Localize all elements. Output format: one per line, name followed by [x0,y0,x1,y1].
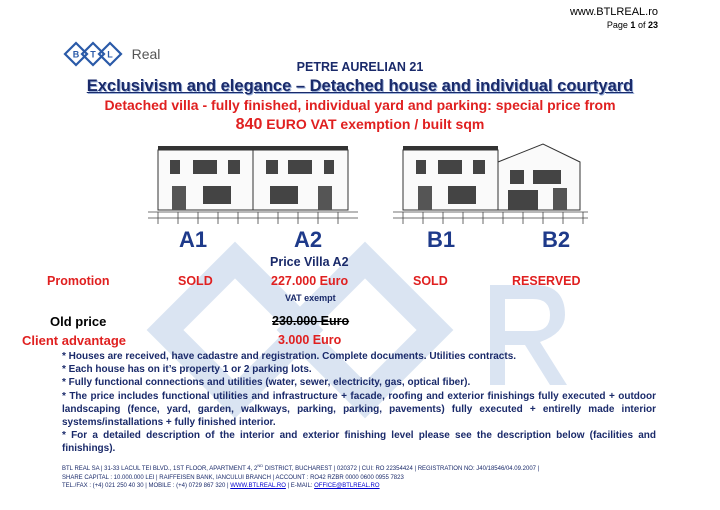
villa-building-b [393,144,588,224]
villa-label-b2: B2 [541,227,571,252]
logo-letter-b: B [72,49,80,60]
footer-line-contact [62,482,662,491]
page-headline: Exclusivism and elegance – Detached house and individual courtyard [86,77,634,95]
logo-brand-text: Real [131,46,161,62]
vat-note: VAT exempt [285,293,336,303]
offer-price-line [0,116,720,134]
logo-letter-l: L [107,49,113,60]
footer-email-link[interactable]: OFFICE@BTLREAL.RO [314,483,380,489]
page-current: 1 [630,20,636,30]
villa-label-a1: A1 [178,227,208,252]
footer-line-address [62,462,662,474]
features-list [62,350,656,456]
villa-building-a [148,146,358,224]
status-promotion: Promotion [47,274,110,288]
status-b1-sold: SOLD [413,274,448,288]
property-reference: PETRE AURELIAN 21 [296,60,424,74]
status-a2-price: 227.000 Euro [271,274,349,288]
page-of: of [637,20,646,30]
page-prefix: Page [606,20,628,30]
feature-item: * Each house has on it’s property 1 or 2 parking lots. [62,364,312,376]
villa-label-a2: A2 [293,227,323,252]
offer-price-number: 840 [235,116,263,133]
price-title: Price Villa A2 [270,255,349,269]
footer-address-b: DISTRICT, BUCHAREST | 020372 | CUI: RO 22354424 | REGISTRATION NO: J40/18546/04.09.2007 | [263,466,540,472]
client-advantage-label: Client advantage [22,333,127,348]
footer-contact-mid: | E-MAIL: [285,483,315,489]
old-price-label: Old price [50,314,107,329]
villas-illustration [148,140,588,260]
footer-website-link[interactable]: WWW.BTLREAL.RO [230,483,286,489]
site-url[interactable]: www.BTLREAL.ro [569,6,658,18]
footer-address-a: BTL REAL SA | 31-33 LACUL TEI BLVD., 1ST FLOOR, APARTMENT 4, 2 [62,466,258,472]
villa-label-b1: B1 [426,227,456,252]
status-b2-reserved: RESERVED [512,274,581,288]
company-footer [62,462,662,491]
feature-item: * Fully functional connections and utilities (water, sewer, electricity, gas, optical fiber). [62,377,471,389]
feature-item: * The price includes functional utilities and infrastructure + facade, roofing and exterior finishings fully executed + outdoor landscaping (fence, yard, garden, walkways, parking, parking, pavements) fully executed + entirelly made interior systems/installations + fully finished interior. [62,390,656,429]
page-total: 23 [647,20,658,30]
client-advantage-value: 3.000 Euro [278,333,342,347]
page-number [607,20,658,30]
footer-address-sup: ND [257,463,264,468]
logo-letter-t: T [90,49,96,60]
offer-subline: Detached villa - fully finished, individual yard and parking: special price from [104,97,616,113]
status-a1-sold: SOLD [178,274,213,288]
feature-item: * Houses are received, have cadastre and registration. Complete documents. Utilities contracts. [62,351,517,362]
offer-price-rest: EURO VAT exemption / built sqm [262,116,485,132]
footer-line-bank: SHARE CAPITAL : 10.000.000 LEI | RAIFFEISEN BANK, IANCULUI BRANCH | ACCOUNT : RO42 RZBR 0000 0600 0955 7823 [62,474,404,481]
footer-contact-phone: TEL./FAX : (+4) 021 250 40 30 | MOBILE : (+4) 0729 867 320 | [62,483,231,489]
feature-item: * For a detailed description of the interior and exterior finishing level please see the description below (facilities and finishings). [62,430,656,455]
old-price-value: 230.000 Euro [272,314,350,328]
